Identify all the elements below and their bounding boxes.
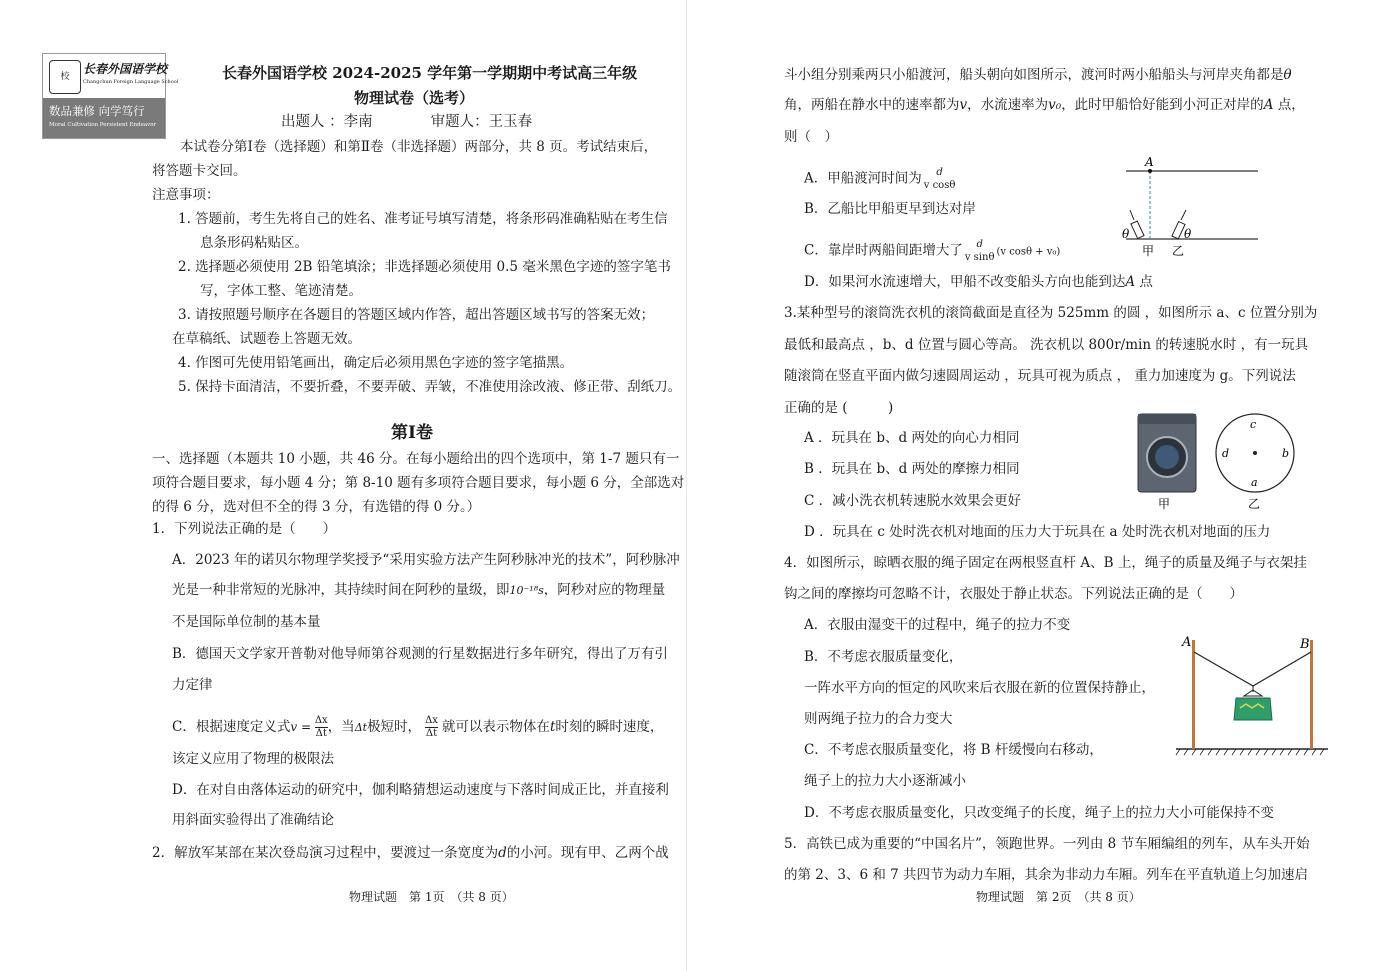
- note-item: 在草稿纸、试题卷上答题无效。: [172, 331, 361, 347]
- clothesline-figure: [1172, 630, 1332, 756]
- q3-stem: 随滚筒在竖直平面内做匀速圆周运动 ，玩具可视为质点 ， 重力加速度为 g。下列说法: [784, 368, 1296, 384]
- fig-label-b: B: [1300, 637, 1310, 652]
- fig-label-jia: 甲: [1142, 244, 1155, 258]
- q3-option-c: C ．减小洗衣机转速脱水效果会更好: [804, 493, 1022, 509]
- fig-label-c: c: [1250, 418, 1257, 431]
- note-item: 2. 选择题必须使用 2B 铅笔填涂；非选择题必须使用 0.5 毫米黑色字迹的签字笔书: [178, 259, 671, 275]
- note-item: 3. 请按照题号顺序在各题目的答题区域内作答，超出答题区域书写的答案无效；: [178, 307, 655, 323]
- rope-left: [1194, 652, 1253, 686]
- q3-option-b: B ．玩具在 b、d 两处的摩擦力相同: [804, 461, 1020, 477]
- fig-theta-2: θ: [1184, 227, 1192, 241]
- intro-line: 将答题卡交回。: [152, 163, 247, 179]
- washing-machine-drum: [1155, 445, 1179, 469]
- logo-name-cn: 长春外国语学校: [83, 62, 168, 76]
- logo-name-en: Changchun Foreign Language School: [83, 79, 179, 85]
- note-item: 写，字体工整、笔迹清楚。: [200, 283, 362, 299]
- logo-motto-en: Moral Cultivation Persistent Endeavor: [49, 122, 157, 128]
- exam-authors: 出题人 ：李南 审题人：王玉春: [281, 114, 533, 130]
- q1-option-c: 该定义应用了物理的极限法: [172, 751, 334, 767]
- hanger-icon: [1244, 686, 1262, 696]
- q5-stem: 5．高铁已成为重要的“中国名片”，领跑世界。一列由 8 节车厢编组的列车，从车头开始: [784, 836, 1310, 852]
- fig-label-jia: 甲: [1158, 497, 1171, 511]
- page-footer: 物理试题 第 2页 （共 8 页）: [976, 890, 1141, 904]
- rope-right: [1253, 652, 1311, 686]
- fig-label-d: d: [1222, 447, 1230, 460]
- q1-stem: 1．下列说法正确的是（ ）: [152, 521, 337, 537]
- page-footer: 物理试题 第 1页 （共 8 页）: [349, 890, 514, 904]
- q4-option-b: 则两绳子拉力的合力变大: [804, 711, 953, 727]
- part-instructions: 的得 6 分，选对但不全的得 3 分，有选错的得 0 分。）: [152, 499, 481, 515]
- q3-stem: 正确的是 ( ): [784, 400, 894, 416]
- q2-stem-cont: 斗小组分别乘两只小船渡河，船头朝向如图所示，渡河时两小船船头与河岸夹角都是θ: [784, 67, 1292, 83]
- q2-stem-cont: 角，两船在静水中的速率都为v，水流速率为v₀，此时甲船恰好能到小河正对岸的A 点，: [784, 97, 1305, 113]
- q1-option-b: 力定律: [172, 677, 213, 693]
- q4-stem: 钩之间的摩擦均可忽略不计，衣服处于静止状态。下列说法正确的是（ ）: [784, 586, 1243, 602]
- note-item: 5. 保持卡面清洁，不要折叠，不要弄破、弄皱，不准使用涂改液、修正带、刮纸刀。: [178, 379, 682, 395]
- boat-jia-arrow: [1130, 210, 1134, 220]
- boat-yi-arrow: [1181, 210, 1186, 220]
- section-title: 第Ⅰ卷: [391, 423, 433, 443]
- notes-title: 注意事项：: [152, 187, 220, 203]
- q4-option-b: B．不考虑衣服质量变化，: [804, 649, 963, 665]
- intro-line: 本试卷分第Ⅰ卷（选择题）和第Ⅱ卷（非选择题）两部分，共 8 页。考试结束后，: [180, 139, 658, 155]
- washing-machine-panel: [1138, 414, 1196, 424]
- exam-subtitle: 物理试卷（选考）: [354, 89, 475, 107]
- q3-option-a: A ．玩具在 b、d 两处的向心力相同: [804, 430, 1020, 446]
- part-instructions: 项符合题目要求，每小题 4 分；第 8-10 题有多项符合题目要求，每小题 6 分，全部选对: [152, 475, 685, 491]
- q2-option-a: A．甲船渡河时间为 d v cosθ: [804, 167, 956, 191]
- q1-option-d: D．在对自由落体运动的研究中，伽利略猜想运动速度与下落时间成正比，并直接利: [172, 782, 669, 798]
- q2-option-b: B．乙船比甲船更早到达对岸: [804, 201, 976, 217]
- q3-option-d: D ．玩具在 c 处时洗衣机对地面的压力大于玩具在 a 处时洗衣机对地面的压力: [804, 524, 1271, 540]
- q5-stem: 的第 2、3、6 和 7 共四节为动力车厢，其余为非动力车厢。列车在平直轨道上匀加速启: [784, 867, 1309, 883]
- school-emblem-icon: 校: [49, 60, 81, 94]
- q1-option-a: 光是一种非常短的光脉冲，其持续时间在阿秒的量级，即10⁻¹⁸s，阿秒对应的物理量: [172, 582, 666, 598]
- point-a-dot: [1148, 169, 1152, 173]
- fig-label-yi: 乙: [1172, 244, 1185, 258]
- exam-title: 长春外国语学校 2024-2025 学年第一学期期中考试高三年级: [222, 64, 638, 82]
- q2-stem-cont: 则（ ）: [784, 129, 838, 145]
- river-boat-figure: [1120, 152, 1265, 262]
- pole-a: [1192, 640, 1195, 749]
- q1-option-d: 用斜面实验得出了准确结论: [172, 812, 334, 828]
- note-item: 1. 答题前，考生先将自己的姓名、准考证号填写清楚，将条形码准确粘贴在考生信: [178, 211, 668, 227]
- q2-option-c: C．靠岸时两船间距增大了 d v sinθ (v cosθ + v₀): [804, 239, 1061, 263]
- q3-stem: 3.某种型号的滚筒洗衣机的滚筒截面是直径为 525mm 的圆 ，如图所示 a、c 位置分别为: [784, 305, 1318, 321]
- pole-b: [1310, 640, 1313, 749]
- logo-motto-cn: 数品兼修 向学笃行: [49, 104, 145, 118]
- drum-center: [1253, 451, 1257, 455]
- note-item: 息条形码粘贴区。: [200, 235, 308, 251]
- note-item: 4. 作图可先使用铅笔画出，确定后必须用黑色字迹的签字笔描黑。: [178, 355, 574, 371]
- school-logo: [42, 53, 179, 139]
- ground-hatching: [1176, 749, 1324, 755]
- fig-label-b: b: [1282, 447, 1290, 460]
- sweater-icon: [1234, 698, 1272, 720]
- q4-stem: 4．如图所示，晾晒衣服的绳子固定在两根竖直杆 A、B 上，绳子的质量及绳子与衣架挂: [784, 555, 1307, 571]
- q4-option-c: C．不考虑衣服质量变化，将 B 杆缓慢向右移动，: [804, 742, 1103, 758]
- q2-stem: 2．解放军某部在某次登岛演习过程中，要渡过一条宽度为d的小河。现有甲、乙两个战: [152, 845, 669, 861]
- q2-option-d: D．如果河水流速增大，甲船不改变船头方向也能到达A 点: [804, 274, 1153, 290]
- q1-option-a: A．2023 年的诺贝尔物理学奖授予“采用实验方法产生阿秒脉冲光的技术”，阿秒脉冲: [172, 552, 680, 568]
- fig-label-a: A: [1182, 635, 1192, 650]
- q4-option-c: 绳子上的拉力大小逐渐减小: [804, 773, 966, 789]
- fig-theta-1: θ: [1122, 227, 1130, 241]
- q1-option-c: C．根据速度定义式v = $\frac{\Delta x}{\Delta t}$ ，当Δt极短时， $\frac{\Delta x}{\Delta t}$ 就可以表示物体在t时刻的瞬时速度，: [172, 715, 664, 739]
- fig-label-a: A: [1145, 155, 1154, 169]
- fig-label-yi: 乙: [1248, 497, 1261, 511]
- q1-option-a: 不是国际单位制的基本量: [172, 614, 321, 630]
- right-page: [688, 0, 1375, 971]
- part-instructions: 一、选择题（本题共 10 小题，共 46 分。在每小题给出的四个选项中，第 1-7 题只有一: [152, 451, 680, 467]
- fig-label-a: a: [1251, 476, 1258, 489]
- q3-stem: 最低和最高点 ，b、d 位置与圆心等高。 洗衣机以 800r/min 的转速脱水时 ，有一玩具: [784, 337, 1309, 353]
- boat-jia: [1131, 221, 1144, 238]
- q4-option-d: D．不考虑衣服质量变化，只改变绳子的长度，绳子上的拉力大小可能保持不变: [804, 805, 1274, 821]
- q1-option-b: B．德国天文学家开普勒对他导师第谷观测的行星数据进行多年研究，得出了万有引: [172, 646, 668, 662]
- washing-machine-figure: [1134, 410, 1304, 514]
- q4-option-b: 一阵水平方向的恒定的风吹来后衣服在新的位置保持静止，: [804, 680, 1155, 696]
- q4-option-a: A．衣服由湿变干的过程中，绳子的拉力不变: [804, 617, 1071, 633]
